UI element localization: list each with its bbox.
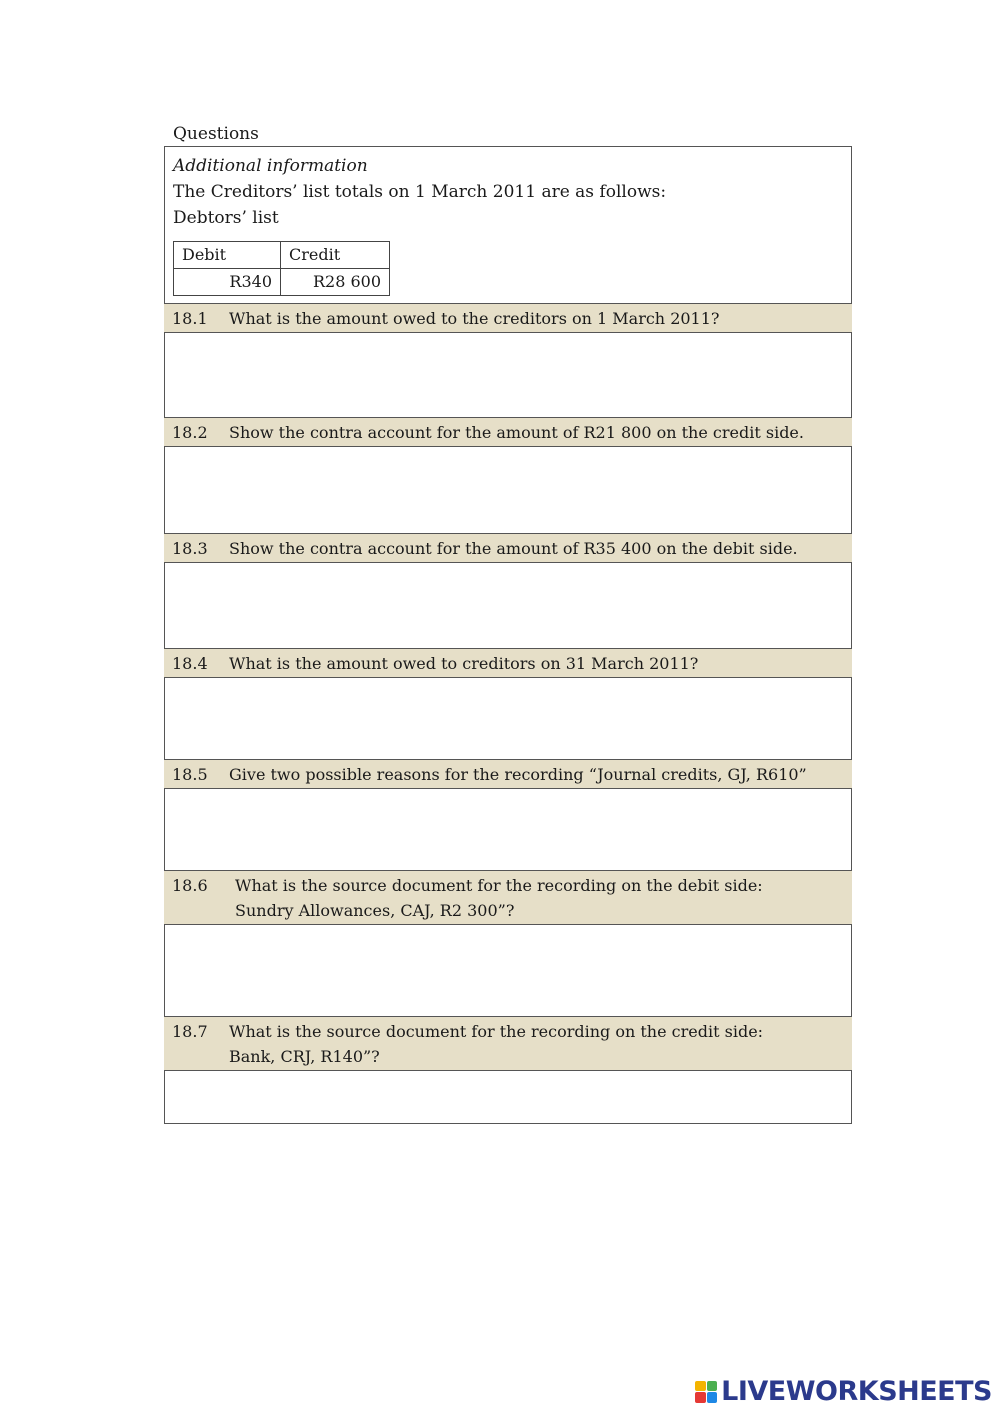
logo-square-red: [695, 1392, 706, 1403]
question-text: What is the source document for the recording on the credit side: Bank, CRJ, R140”?: [229, 1022, 764, 1066]
answer-box-18-1[interactable]: [164, 332, 852, 418]
additional-info-box: [164, 146, 852, 304]
credit-value: R28 600: [281, 269, 390, 296]
answer-box-18-6[interactable]: [164, 924, 852, 1017]
answer-box-18-4[interactable]: [164, 677, 852, 760]
answer-box-18-5[interactable]: [164, 788, 852, 871]
page-heading: Questions: [173, 124, 259, 144]
answer-box-18-7[interactable]: [164, 1070, 852, 1124]
logo-square-blue: [707, 1392, 718, 1403]
ledger-value-row: [174, 269, 390, 296]
question-number: 18.6: [172, 876, 208, 895]
question-text: Show the contra account for the amount of R21 800 on the credit side.: [229, 423, 804, 442]
info-line-debtors: Debtors’ list: [173, 208, 279, 228]
liveworksheets-logo-icon: [695, 1381, 717, 1403]
debit-header: Debit: [174, 242, 281, 269]
question-18-1: [164, 304, 852, 332]
question-text: Show the contra account for the amount of R35 400 on the debit side.: [229, 539, 798, 558]
question-number: 18.1: [172, 309, 208, 328]
info-title: Additional information: [173, 156, 368, 176]
question-number: 18.3: [172, 539, 208, 558]
answer-box-18-2[interactable]: [164, 446, 852, 534]
ledger-header-row: [174, 242, 390, 269]
question-text: What is the amount owed to the creditors on 1 March 2011?: [229, 309, 720, 328]
question-18-7: [164, 1017, 852, 1070]
question-18-2: [164, 418, 852, 446]
question-18-4: [164, 649, 852, 677]
credit-header: Credit: [281, 242, 390, 269]
info-line-creditors: The Creditors’ list totals on 1 March 2011 are as follows:: [173, 182, 667, 202]
debit-value: R340: [174, 269, 281, 296]
question-number: 18.5: [172, 765, 208, 784]
question-text: What is the source document for the recording on the debit side: Sundry Allowances, CAJ, R2 300”?: [235, 876, 763, 920]
question-text: What is the amount owed to creditors on 31 March 2011?: [229, 654, 699, 673]
brand-text: LIVEWORKSHEETS: [721, 1376, 992, 1407]
answer-box-18-3[interactable]: [164, 562, 852, 649]
question-text: Give two possible reasons for the recording “Journal credits, GJ, R610”: [229, 765, 807, 784]
logo-square-yellow: [695, 1381, 706, 1392]
debtors-list-table: [173, 241, 390, 296]
question-number: 18.7: [172, 1022, 208, 1041]
logo-square-green: [707, 1381, 718, 1392]
question-number: 18.4: [172, 654, 208, 673]
question-18-5: [164, 760, 852, 788]
question-sheet: [164, 146, 852, 1124]
question-number: 18.2: [172, 423, 208, 442]
question-18-6: [164, 871, 852, 924]
liveworksheets-brand: [695, 1376, 992, 1407]
question-18-3: [164, 534, 852, 562]
